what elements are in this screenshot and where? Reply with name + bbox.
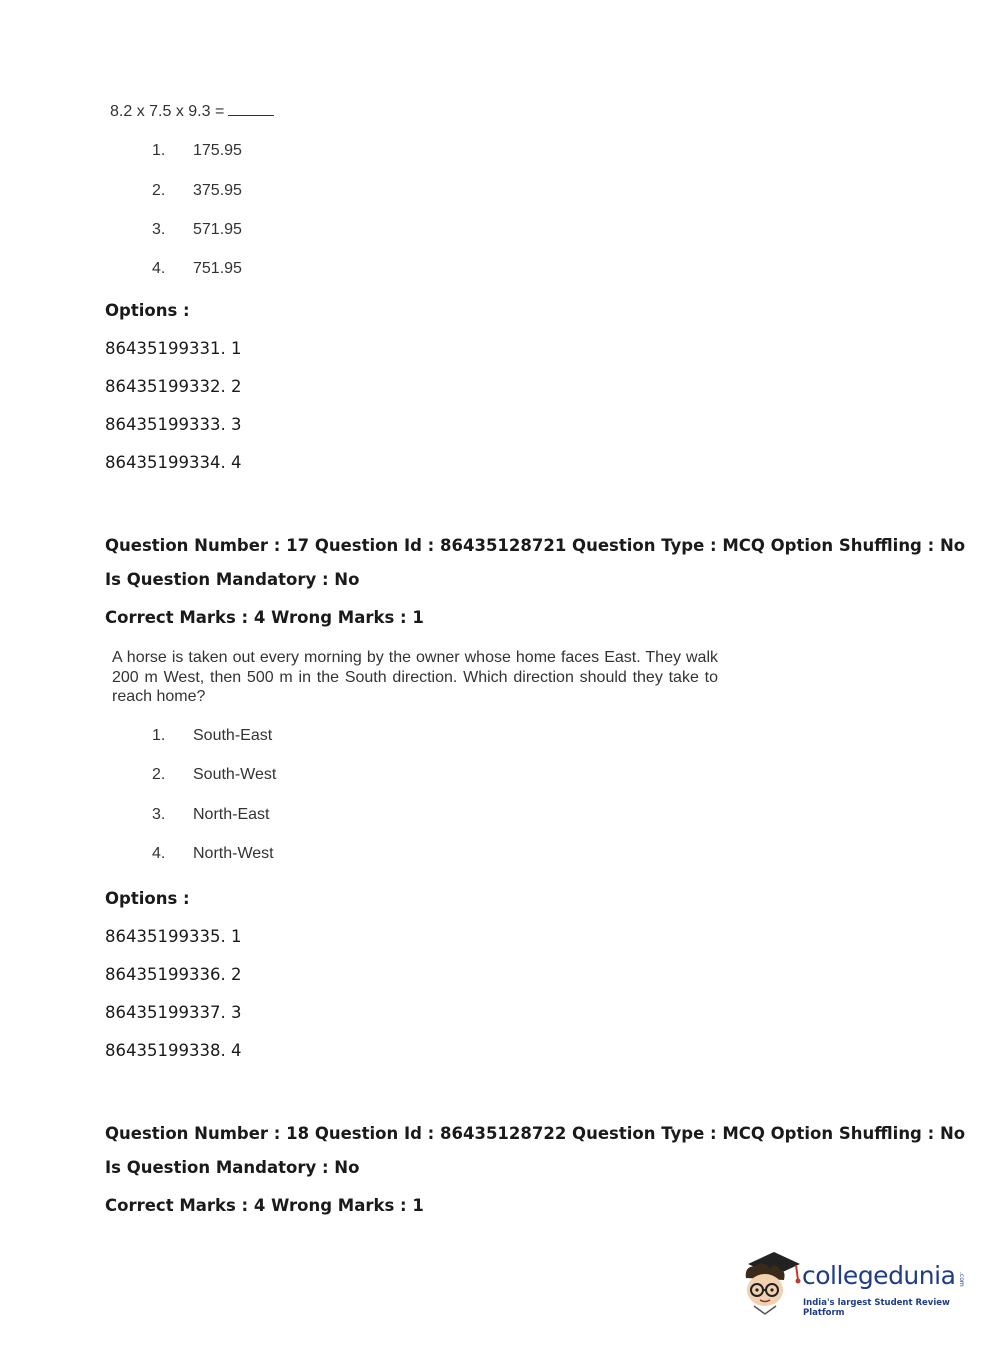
q16-choice-1	[152, 142, 352, 162]
q17-choice-1	[152, 727, 392, 747]
choice-number: 2.	[152, 182, 166, 199]
q17-choice-3	[152, 806, 392, 826]
q16-choice-2	[152, 182, 352, 202]
choice-value: South-East	[193, 727, 273, 744]
q17-mandatory: Is Question Mandatory : No	[105, 570, 360, 589]
q17-question-text: A horse is taken out every morning by the owner whose home faces East. They walk 200 m West, then 500 m in the South direction. Which direction should they take to reach home?	[112, 649, 718, 705]
option-id: 86435199338. 4	[105, 1041, 242, 1060]
logo-tagline: India's largest Student Review Platform	[803, 1298, 950, 1318]
choice-value: 175.95	[193, 142, 242, 159]
q17-header: Question Number : 17 Question Id : 86435128721 Question Type : MCQ Option Shuffling : No	[105, 536, 966, 555]
q17-choice-2	[152, 766, 392, 786]
logo-wordmark: collegedunia	[802, 1261, 956, 1290]
answer-blank	[228, 103, 274, 116]
choice-value: 571.95	[193, 221, 242, 238]
q16-choice-3	[152, 221, 352, 241]
q18-marks: Correct Marks : 4 Wrong Marks : 1	[105, 1196, 424, 1215]
q16-expression: 8.2 x 7.5 x 9.3 =	[110, 103, 274, 121]
choice-value: North-West	[193, 845, 274, 862]
choice-number: 1.	[152, 727, 166, 744]
logo-suffix: .com	[958, 1272, 965, 1287]
choice-value: 751.95	[193, 260, 242, 277]
q17-marks: Correct Marks : 4 Wrong Marks : 1	[105, 608, 424, 627]
choice-value: South-West	[193, 766, 277, 783]
options-label: Options :	[105, 301, 190, 320]
option-id: 86435199336. 2	[105, 965, 242, 984]
mascot-icon	[740, 1248, 802, 1316]
option-id: 86435199337. 3	[105, 1003, 242, 1022]
choice-number: 4.	[152, 260, 166, 277]
options-label: Options :	[105, 889, 190, 908]
option-id: 86435199332. 2	[105, 377, 242, 396]
collegedunia-logo[interactable]	[740, 1248, 980, 1318]
q18-header: Question Number : 18 Question Id : 86435128722 Question Type : MCQ Option Shuffling : No	[105, 1124, 966, 1143]
choice-value: 375.95	[193, 182, 242, 199]
choice-number: 2.	[152, 766, 166, 783]
q17-choice-4	[152, 845, 392, 865]
choice-number: 1.	[152, 142, 166, 159]
choice-value: North-East	[193, 806, 270, 823]
choice-number: 3.	[152, 221, 166, 238]
q18-mandatory: Is Question Mandatory : No	[105, 1158, 360, 1177]
choice-number: 3.	[152, 806, 166, 823]
choice-number: 4.	[152, 845, 166, 862]
option-id: 86435199335. 1	[105, 927, 242, 946]
option-id: 86435199331. 1	[105, 339, 242, 358]
option-id: 86435199333. 3	[105, 415, 242, 434]
q16-choice-4	[152, 260, 352, 280]
option-id: 86435199334. 4	[105, 453, 242, 472]
